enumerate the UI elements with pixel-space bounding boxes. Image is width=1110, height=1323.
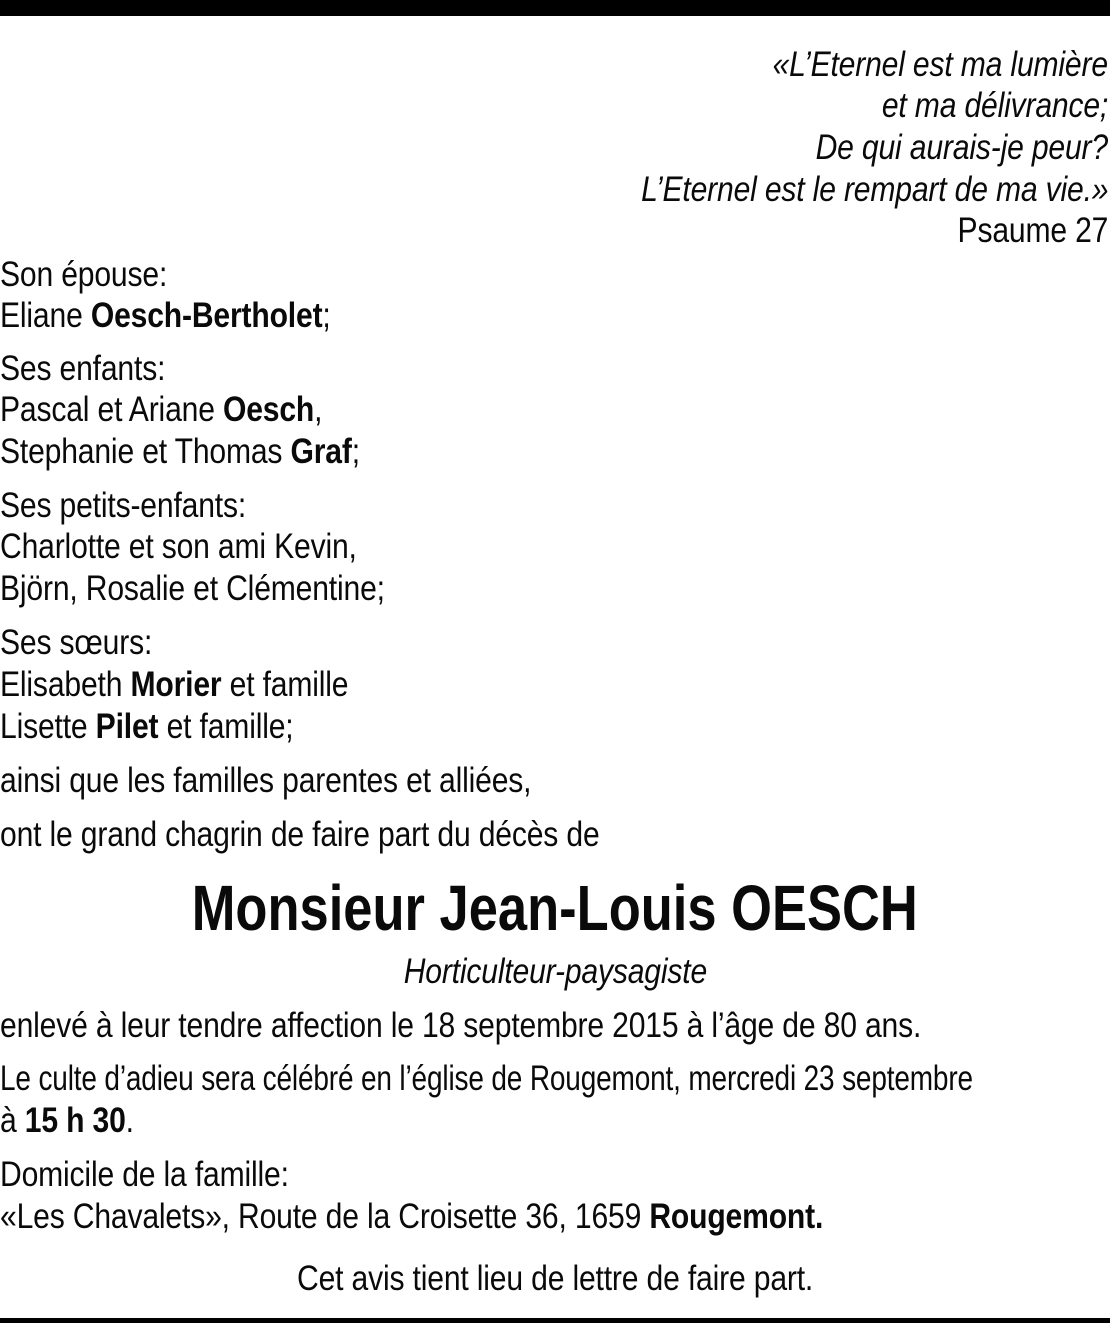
quote-line-2: et ma délivrance;	[881, 86, 1108, 125]
grandchildren-line-2: Björn, Rosalie et Clémentine;	[0, 569, 385, 608]
service-line-1: Le culte d’adieu sera célébré en l’église de Rougemont, mercredi 23 septembre	[0, 1059, 973, 1098]
grandchildren-line-1: Charlotte et son ami Kevin,	[0, 527, 357, 566]
service-line-2: à 15 h 30.	[0, 1101, 134, 1140]
footer-note: Cet avis tient lieu de lettre de faire part.	[296, 1259, 814, 1298]
spouse-label: Son épouse:	[0, 255, 168, 294]
sister-1: Elisabeth Morier et famille	[0, 665, 349, 704]
domicile-address: «Les Chavalets», Route de la Croisette 36, 1659 Rougemont.	[0, 1197, 824, 1236]
spouse-name: Eliane Oesch-Bertholet;	[0, 296, 331, 335]
quote-line-3: De qui aurais-je peur?	[815, 128, 1108, 167]
children-label: Ses enfants:	[0, 349, 166, 388]
top-rule	[0, 0, 1110, 16]
sisters-label: Ses sœurs:	[0, 623, 153, 662]
bottom-rule	[0, 1318, 1110, 1323]
death-line: enlevé à leur tendre affection le 18 septembre 2015 à l’âge de 80 ans.	[0, 1006, 922, 1045]
quote-line-4: L’Eternel est le rempart de ma vie.»	[640, 170, 1108, 209]
quote-line-1: «L’Eternel est ma lumière	[772, 45, 1108, 84]
quote-source: Psaume 27	[957, 211, 1108, 250]
grandchildren-label: Ses petits-enfants:	[0, 486, 247, 525]
deceased-name: Monsieur Jean-Louis OESCH	[191, 872, 919, 944]
deceased-profession: Horticulteur-paysagiste	[403, 952, 707, 991]
relatives-line: ainsi que les familles parentes et alliées,	[0, 761, 532, 800]
announcement-line: ont le grand chagrin de faire part du décès de	[0, 815, 600, 854]
domicile-label: Domicile de la famille:	[0, 1155, 289, 1194]
sister-2: Lisette Pilet et famille;	[0, 707, 294, 746]
child-1: Pascal et Ariane Oesch,	[0, 390, 323, 429]
child-2: Stephanie et Thomas Graf;	[0, 432, 360, 471]
